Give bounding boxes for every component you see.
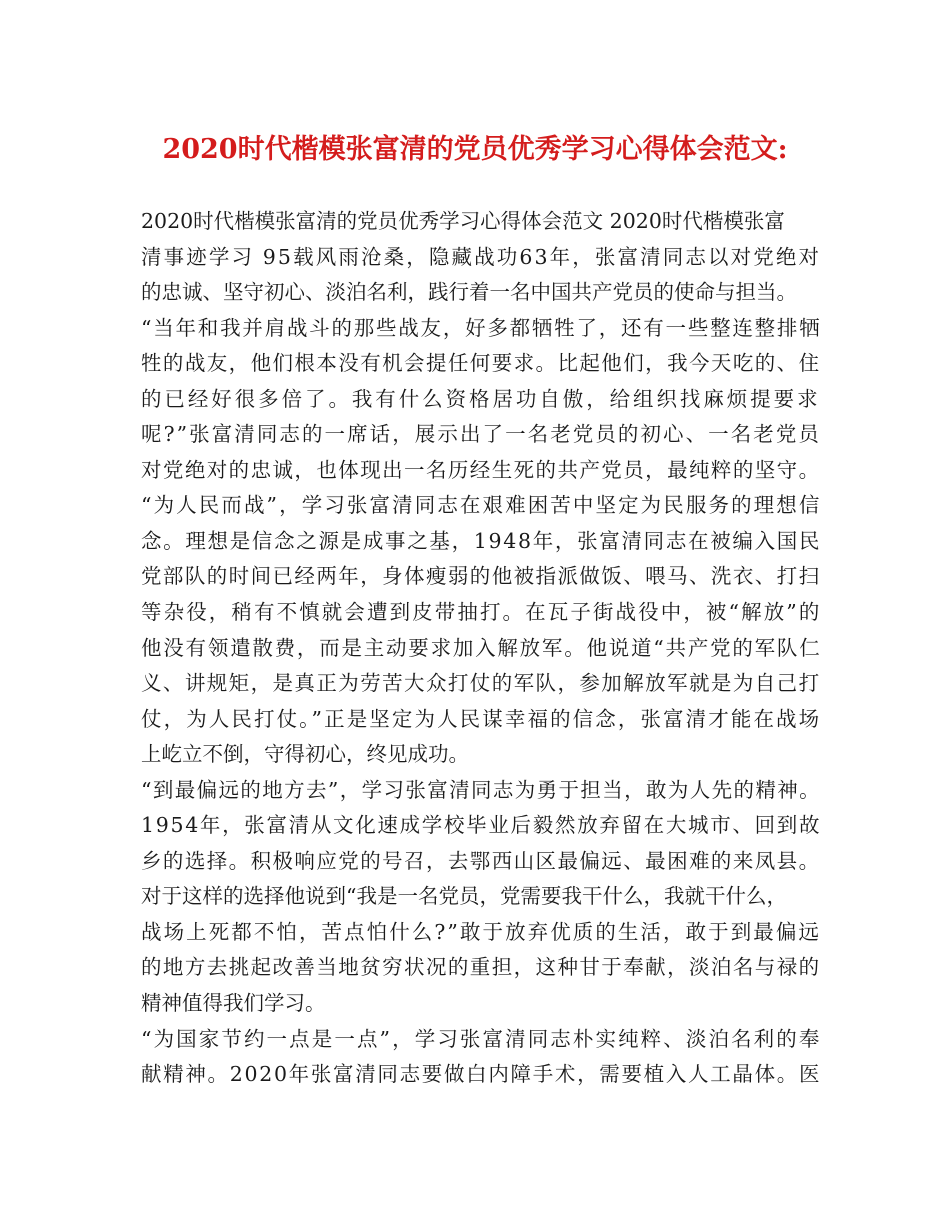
body-text-line: 精神值得我们学习。	[141, 991, 326, 1016]
body-text-line: “当年和我并肩战斗的那些战友，好多都牺牲了，还有一些整连整排牺	[141, 315, 822, 340]
body-text-line: 仗，为人民打仗。”正是坚定为人民谋幸福的信念，张富清才能在战场	[141, 706, 822, 731]
body-text-line: “为国家节约一点是一点”，学习张富清同志朴实纯粹、淡泊名利的奉	[141, 1026, 822, 1051]
document-body	[141, 204, 821, 1093]
body-text-line: 的地方去挑起改善当地贫穷状况的重担，这种甘于奉献，淡泊名与禄的	[141, 955, 821, 980]
body-text-line: 2020时代楷模张富清的党员优秀学习心得体会范文 2020时代楷模张富	[141, 209, 785, 233]
body-text-line: 献精神。2020年张富清同志要做白内障手术，需要植入人工晶体。医	[141, 1062, 822, 1087]
body-text-line: 的忠诚、坚守初心、淡泊名利，践行着一名中国共产党员的使命与担当。	[141, 280, 797, 305]
body-text-line: 上屹立不倒，守得初心，终见成功。	[141, 742, 469, 767]
body-text-line: 他没有领遣散费，而是主动要求加入解放军。他说道“共产党的军队仁	[141, 635, 822, 660]
body-text-line: 对党绝对的忠诚，也体现出一名历经生死的共产党员，最纯粹的坚守。	[141, 457, 821, 482]
document-title: 2020时代楷模张富清的党员优秀学习心得体会范文:	[162, 134, 788, 165]
body-text-line: 念。理想是信念之源是成事之基，1948年，张富清同志在被编入国民	[141, 528, 822, 553]
body-text-line: 的已经好很多倍了。我有什么资格居功自傲，给组织找麻烦提要求	[141, 386, 821, 411]
body-text-line: 战场上死都不怕，苦点怕什么?”敢于放弃优质的生活，敢于到最偏远	[141, 919, 821, 944]
body-text-line: 对于这样的选择他说到“我是一名党员，党需要我干什么，我就干什么，	[141, 884, 787, 909]
body-text-line: 牲的战友，他们根本没有机会提任何要求。比起他们，我今天吃的、住	[141, 351, 821, 376]
body-text-line: “到最偏远的地方去”，学习张富清同志为勇于担当，敢为人先的精神。	[141, 777, 821, 802]
body-text-line: “为人民而战”，学习张富清同志在艰难困苦中坚定为民服务的理想信	[141, 493, 822, 518]
body-text-line: 义、讲规矩，是真正为劳苦大众打仗的军队，参加解放军就是为自己打	[141, 671, 821, 696]
body-text-line: 呢?”张富清同志的一席话，展示出了一名老党员的初心、一名老党员	[141, 422, 821, 447]
body-text-line: 乡的选择。积极响应党的号召，去鄂西山区最偏远、最困难的来凤县。	[141, 848, 821, 873]
body-text-line: 等杂役，稍有不慎就会遭到皮带抽打。在瓦子街战役中，被“解放”的	[141, 600, 822, 625]
body-text-line: 1954年，张富清从文化速成学校毕业后毅然放弃留在大城市、回到故	[141, 813, 822, 838]
body-text-line: 党部队的时间已经两年，身体瘦弱的他被指派做饭、喂马、洗衣、打扫	[141, 564, 821, 589]
body-text-line: 清事迹学习 95载风雨沧桑，隐藏战功63年，张富清同志以对党绝对	[141, 244, 822, 269]
